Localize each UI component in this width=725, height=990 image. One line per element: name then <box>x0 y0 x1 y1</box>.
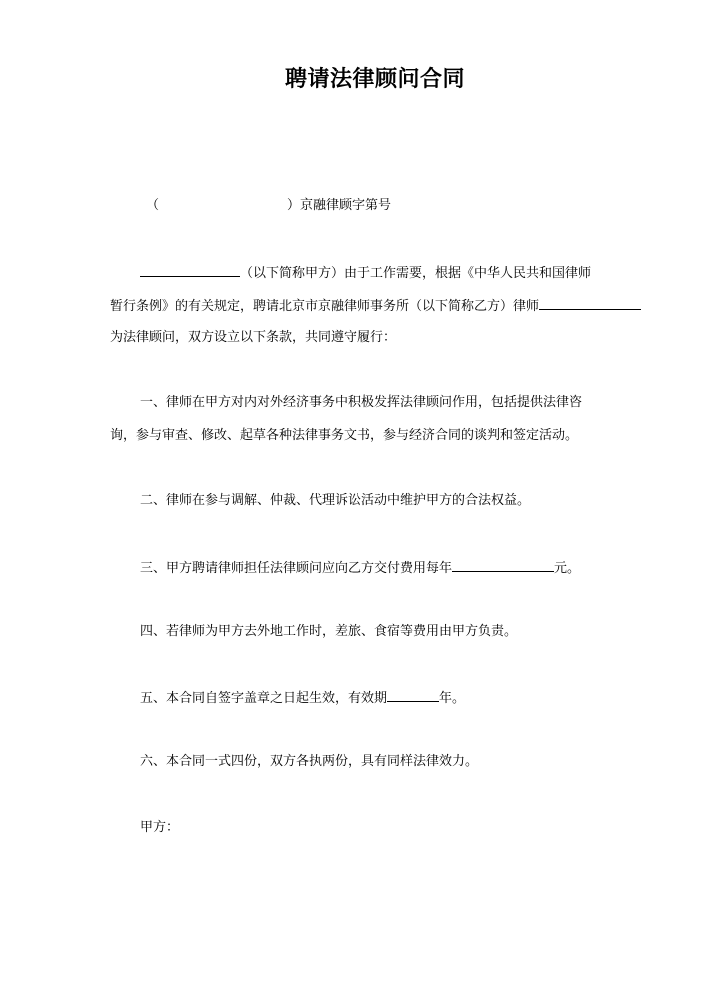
clause-1-line-1: 一、律师在甲方对内对外经济事务中积极发挥法律顾问作用，包括提供法律咨 <box>140 395 583 410</box>
clause-5 <box>140 688 465 708</box>
intro-line-1-text: （以下简称甲方）由于工作需要，根据《中华人民共和国律师 <box>240 266 592 281</box>
clause-1-line-2: 询，参与审查、修改、起草各种法律事务文书，参与经济合同的谈判和签定活动。 <box>110 428 579 443</box>
clause-5-suffix: 年。 <box>439 691 466 706</box>
clause-4: 四、若律师为甲方去外地工作时，差旅、食宿等费用由甲方负责。 <box>140 624 518 639</box>
document-title: 聘请法律顾问合同 <box>284 67 465 92</box>
validity-years-blank <box>387 688 439 702</box>
party-a-label: 甲方： <box>140 820 180 835</box>
annual-fee-blank <box>452 558 554 572</box>
intro-line-2 <box>110 296 641 316</box>
clause-3-text: 三、甲方聘请律师担任法律顾问应向乙方交付费用每年 <box>140 561 453 576</box>
clause-6: 六、本合同一式四份，双方各执两份，具有同样法律效力。 <box>140 754 479 769</box>
intro-line-3: 为法律顾问，双方设立以下条款，共同遵守履行： <box>110 330 397 345</box>
ref-open-paren: （ <box>146 198 160 213</box>
intro-line-2-text: 暂行条例》的有关规定，聘请北京市京融律师事务所（以下简称乙方）律师 <box>110 299 540 314</box>
clause-3 <box>140 558 580 578</box>
ref-suffix: ）京融律顾字第号 <box>287 198 392 213</box>
clause-2: 二、律师在参与调解、仲裁、代理诉讼活动中维护甲方的合法权益。 <box>140 493 531 508</box>
intro-line-1 <box>140 263 591 283</box>
clause-5-text: 五、本合同自签字盖章之日起生效，有效期 <box>140 691 388 706</box>
clause-3-suffix: 元。 <box>554 561 581 576</box>
client-name-blank <box>140 263 240 277</box>
lawyer-name-blank <box>539 296 641 310</box>
reference-number-line <box>146 197 391 215</box>
